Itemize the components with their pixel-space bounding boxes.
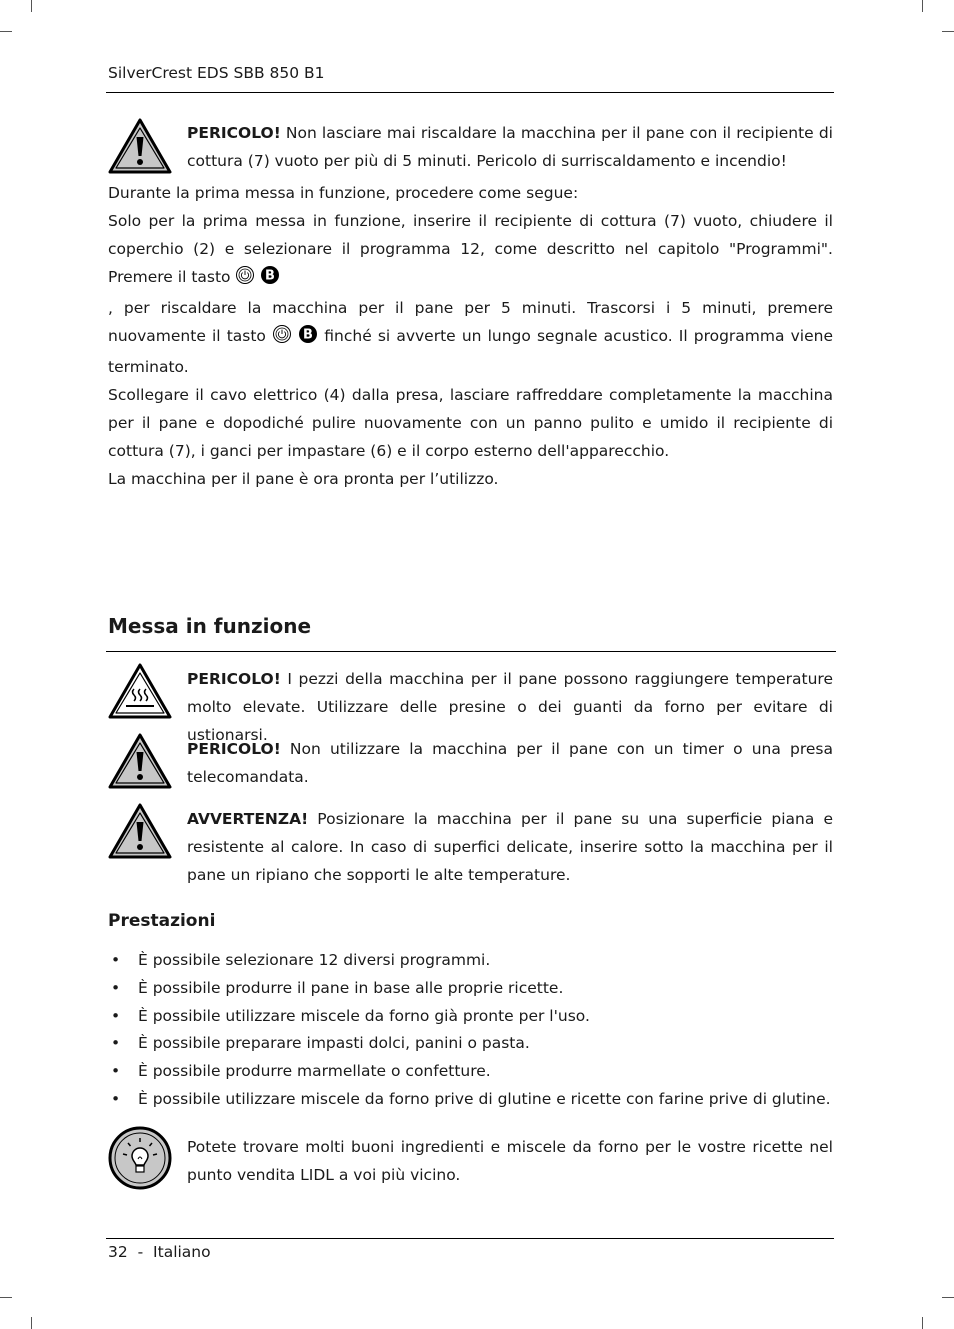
warning-label: PERICOLO!: [187, 670, 281, 688]
intro-text: Solo per la prima messa in funzione, inserire il recipiente di cottura (7) vuoto, chiudere il coperchio (2) e selezionare il programma 12, come descritto nel capitolo "Programmi". Premere il tasto: [108, 212, 833, 286]
warning-text: Non lasciare mai riscaldare la macchina per il pane con il recipiente di cottura (7) vuoto per più di 5 minuti. Pericolo di surriscaldamento e incendio!: [187, 124, 833, 170]
power-button-icon: [272, 324, 292, 353]
button-b-letter: B: [265, 268, 276, 284]
top-warning: [108, 118, 833, 175]
section-title: Messa in funzione: [108, 614, 312, 638]
list-item: [108, 947, 833, 975]
intro-paragraph: [108, 207, 833, 381]
footer-divider: [106, 1238, 834, 1239]
crop-mark: [922, 0, 923, 12]
warning-label: PERICOLO!: [187, 740, 281, 758]
warning-text: Posizionare la macchina per il pane su una superficie piana e resistente al calore. In caso di superfici delicate, inserire sotto la macchina per il pane un ripiano che sopporti le alte temperature.: [187, 810, 833, 884]
bullet: •: [111, 951, 121, 969]
crop-mark: [31, 0, 32, 12]
hot-surface-warning-icon: [108, 663, 172, 723]
crop-mark: [0, 1297, 12, 1298]
crop-mark: [942, 1297, 954, 1298]
bullet: •: [111, 1062, 121, 1081]
power-button-icon: [235, 265, 255, 294]
intro-block: [108, 179, 833, 493]
lightbulb-tip-icon: [108, 1126, 172, 1194]
intro-paragraph: Durante la prima messa in funzione, procedere come segue:: [108, 184, 579, 202]
bullet: •: [111, 1089, 121, 1108]
list-item: [108, 1030, 833, 1058]
warning-surface: [108, 803, 833, 889]
list-item-text: È possibile produrre marmellate o confetture.: [138, 1062, 491, 1081]
intro-paragraph: Scollegare il cavo elettrico (4) dalla presa, lasciare raffreddare completamente la macchina per il pane e dopodiché pulire nuovamente con un panno pulito e umido il recipiente di cottura (7), i ganci per impastare (6) e il corpo esterno dell'apparecchio.: [108, 386, 833, 460]
exclamation-warning-icon: [108, 803, 172, 863]
bullet: •: [111, 978, 121, 997]
list-item-text: È possibile utilizzare miscele da forno prive di glutine e ricette con farine prive di glutine.: [138, 1089, 831, 1108]
intro-text: , per riscaldare la macchina per il pane per 5 minuti. Trascorsi i 5 minuti, premere nuovamente il tasto: [108, 299, 833, 345]
list-item: [108, 1003, 833, 1031]
page-header: SilverCrest EDS SBB 850 B1: [108, 64, 325, 82]
section-divider: [106, 651, 836, 652]
exclamation-warning-icon: [108, 733, 172, 793]
bullet: •: [111, 1034, 121, 1053]
list-item-text: È possibile selezionare 12 diversi programmi.: [138, 951, 491, 969]
crop-mark: [31, 1317, 32, 1329]
list-item: [108, 975, 833, 1003]
tip-note: [108, 1126, 833, 1189]
crop-mark: [0, 31, 12, 32]
feature-list: [108, 947, 833, 1114]
list-item-text: È possibile produrre il pane in base alle proprie ricette.: [138, 978, 564, 997]
warning-text: Non utilizzare la macchina per il pane con un timer o una presa telecomandata.: [187, 740, 833, 786]
button-b-icon: [298, 324, 318, 353]
warning-label: PERICOLO!: [187, 124, 281, 142]
intro-text: finché si avverte un lungo segnale acustico. Il programma viene terminato.: [108, 327, 833, 376]
footer-separator: -: [137, 1243, 144, 1261]
warning-timer: [108, 733, 833, 791]
page-number: 32: [108, 1243, 128, 1261]
subsection-title: Prestazioni: [108, 911, 216, 931]
button-b-letter: B: [303, 327, 314, 343]
footer-language: Italiano: [153, 1243, 211, 1261]
warning-text: I pezzi della macchina per il pane possono raggiungere temperature molto elevate. Utilizzare delle presine o dei guanti da forno per evitare di ustionarsi.: [187, 670, 833, 744]
tip-text: Potete trovare molti buoni ingredienti e miscele da forno per le vostre ricette nel punto vendita LIDL a voi più vicino.: [187, 1138, 833, 1184]
list-item-text: È possibile utilizzare miscele da forno già pronte per l'uso.: [138, 1006, 590, 1025]
list-item: [108, 1058, 833, 1086]
list-item: [108, 1086, 833, 1114]
bullet: •: [111, 1006, 121, 1025]
button-b-icon: [260, 265, 280, 294]
header-divider: [106, 92, 834, 93]
crop-mark: [942, 31, 954, 32]
exclamation-warning-icon: [108, 118, 172, 178]
intro-paragraph: La macchina per il pane è ora pronta per l’utilizzo.: [108, 470, 499, 488]
crop-mark: [922, 1317, 923, 1329]
page-footer: [108, 1243, 211, 1261]
warning-label: AVVERTENZA!: [187, 810, 309, 828]
list-item-text: È possibile preparare impasti dolci, panini o pasta.: [138, 1034, 530, 1053]
